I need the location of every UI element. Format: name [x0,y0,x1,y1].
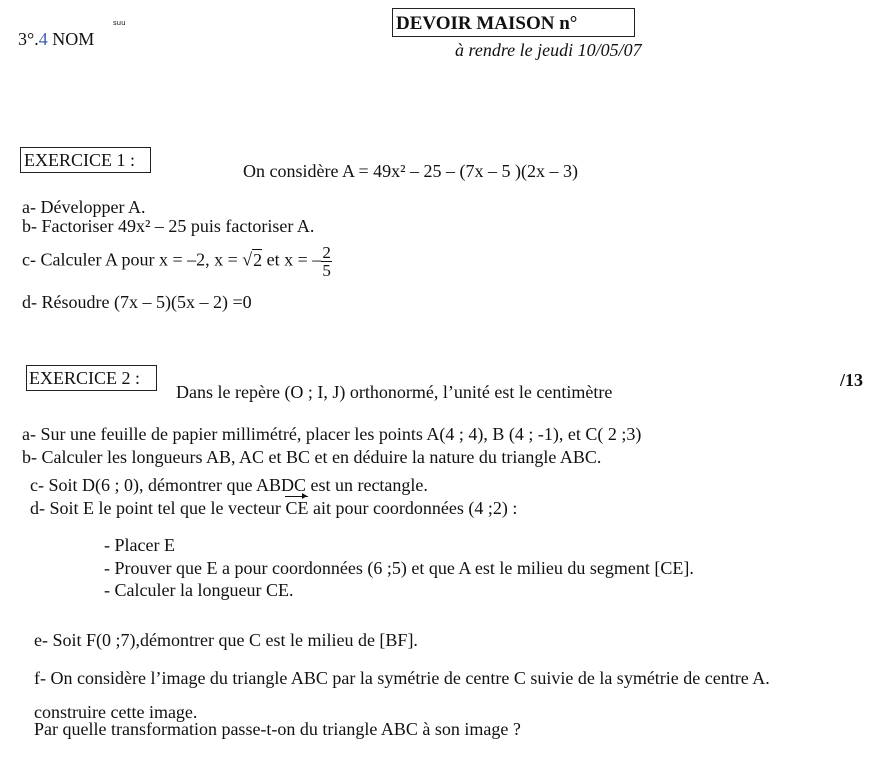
fraction-numerator: 2 [322,243,331,262]
exercise2-d-suffix: ait pour coordonnées (4 ;2) : [308,498,518,518]
name-label: NOM [52,29,95,49]
exercise2-c: c- Soit D(6 ; 0), démontrer que ABDC est un rectangle. [30,475,428,495]
exercise2-a: a- Sur une feuille de papier millimétré, placer les points A(4 ; 4), B (4 ; -1), et C( 2 ;3) [22,424,642,444]
exercise2-intro: Dans le repère (O ; I, J) orthonormé, l’unité est le centimètre [176,382,613,402]
exercise2-d-item: - Placer E [104,535,175,555]
fraction [321,244,332,279]
tiny-mark: suu [113,19,126,27]
exercise1-heading: EXERCICE 1 : [24,150,135,170]
exercise1-intro: On considère A = 49x² – 25 – (7x – 5 )(2x – 3) [243,161,579,181]
exercise2-d-item: - Prouver que E a pour coordonnées (6 ;5) et que A est le milieu du segment [CE]. [104,558,694,578]
exercise2-e: e- Soit F(0 ;7),démontrer que C est le milieu de [BF]. [34,630,418,650]
class-handwritten: 4 [38,29,48,49]
exercise1-d: d- Résoudre (7x – 5)(5x – 2) =0 [22,292,252,312]
fraction-denominator: 5 [322,261,331,280]
exercise1-a: a- Développer A. [22,197,146,217]
class-prefix: 3°. [18,29,39,49]
exercise1-c [22,244,332,279]
exercise1-c-mid: et x = – [262,249,322,270]
page-title: DEVOIR MAISON n° [396,13,578,34]
exercise2-d-item: - Calculer la longueur CE. [104,580,294,600]
vector-ce: CE [285,498,309,518]
exercise2-heading: EXERCICE 2 : [29,368,140,388]
exercise2-d-text: d- Soit E le point tel que le vecteur [30,498,286,518]
score: /13 [840,370,864,390]
exercise2-f1: f- On considère l’image du triangle ABC par la symétrie de centre C suivie de la symétrie de centre A. [34,668,770,688]
class-label [18,30,94,48]
exercise2-f2: construire cette image. [34,702,198,722]
sqrt-symbol: √ [242,249,253,270]
exercise2-f3: Par quelle transformation passe-t-on du triangle ABC à son image ? [34,719,521,739]
exercise1-c-text: c- Calculer A pour x = –2, x = [22,249,243,270]
sqrt-argument: 2 [253,249,263,270]
exercise2-d [30,499,517,517]
exercise2-b: b- Calculer les longueurs AB, AC et BC et en déduire la nature du triangle ABC. [22,447,602,467]
exercise1-b: b- Factoriser 49x² – 25 puis factoriser A. [22,216,315,236]
due-date: à rendre le jeudi 10/05/07 [455,40,642,60]
